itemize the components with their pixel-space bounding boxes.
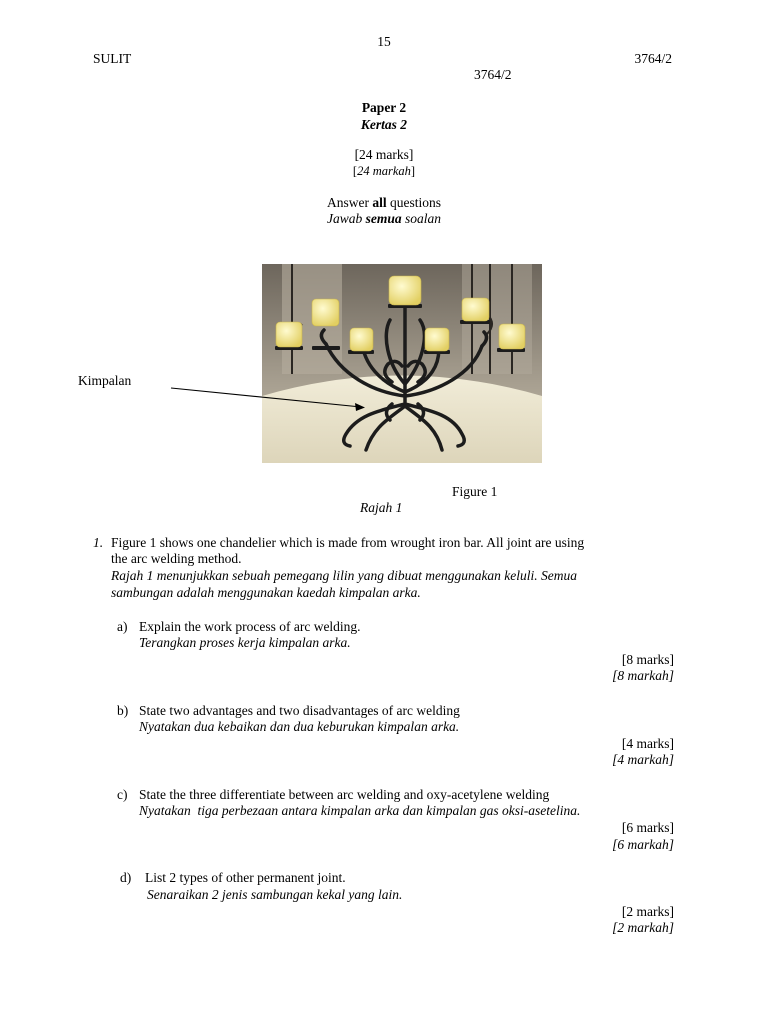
part-text-ms: Senaraikan 2 jenis sambungan kekal yang lain. [147,887,403,902]
part-label: d) [120,870,132,885]
part-text-ms: Nyatakan tiga perbezaan antara kimpalan arka dan kimpalan gas oksi-asetelina. [139,803,581,818]
question-text-ms-2: sambungan adalah menggunakan kaedah kimpalan arka. [111,585,421,600]
part-marks: [6 marks] [621,820,674,835]
total-marks-ms: [24 markah] [352,164,416,178]
question-text-en-2: the arc welding method. [111,551,242,566]
part-marks: [4 marks] [621,736,674,751]
part-marks: [8 marks] [621,652,674,667]
part-marks-ms: [2 markah] [612,920,674,935]
paper-title-ms: Kertas 2 [360,117,408,132]
part-label: b) [117,703,129,718]
figure-caption-ms: Rajah 1 [360,500,403,515]
part-marks-ms: [6 markah] [612,837,674,852]
question-text-ms-1: Rajah 1 menunjukkan sebuah pemegang lilin yang dibuat menggunakan keluli. Semua [111,568,578,583]
part-label: c) [117,787,128,802]
weld-label: Kimpalan [78,373,132,388]
instruction: Answer all questions [326,195,442,210]
part-text-en: Explain the work process of arc welding. [139,619,361,634]
figure-caption: Figure 1 [452,484,498,499]
header-right: 3764/2 [634,51,672,66]
part-text-en: State the three differentiate between arc welding and oxy-acetylene welding [139,787,550,802]
question-number: 1. [93,535,104,550]
header-code: 3764/2 [474,67,512,82]
question-text-en-1: Figure 1 shows one chandelier which is made from wrought iron bar. All joint are using [111,535,585,550]
part-text-en: State two advantages and two disadvantages of arc welding [139,703,460,718]
header-left: SULIT [93,51,132,66]
chandelier-photo [262,264,542,463]
part-text-ms: Nyatakan dua kebaikan dan dua keburukan kimpalan arka. [139,719,460,734]
paper-title: Paper 2 [361,100,407,115]
part-text-en: List 2 types of other permanent joint. [145,870,346,885]
part-text-ms: Terangkan proses kerja kimpalan arka. [139,635,351,650]
page-number: 15 [377,34,391,49]
part-label: a) [117,619,128,634]
total-marks: [24 marks] [354,147,414,162]
part-marks: [2 marks] [621,904,674,919]
instruction-ms: Jawab semua soalan [326,211,442,226]
part-marks-ms: [8 markah] [612,668,674,683]
part-marks-ms: [4 markah] [612,752,674,767]
pointer-arrow [165,380,375,414]
